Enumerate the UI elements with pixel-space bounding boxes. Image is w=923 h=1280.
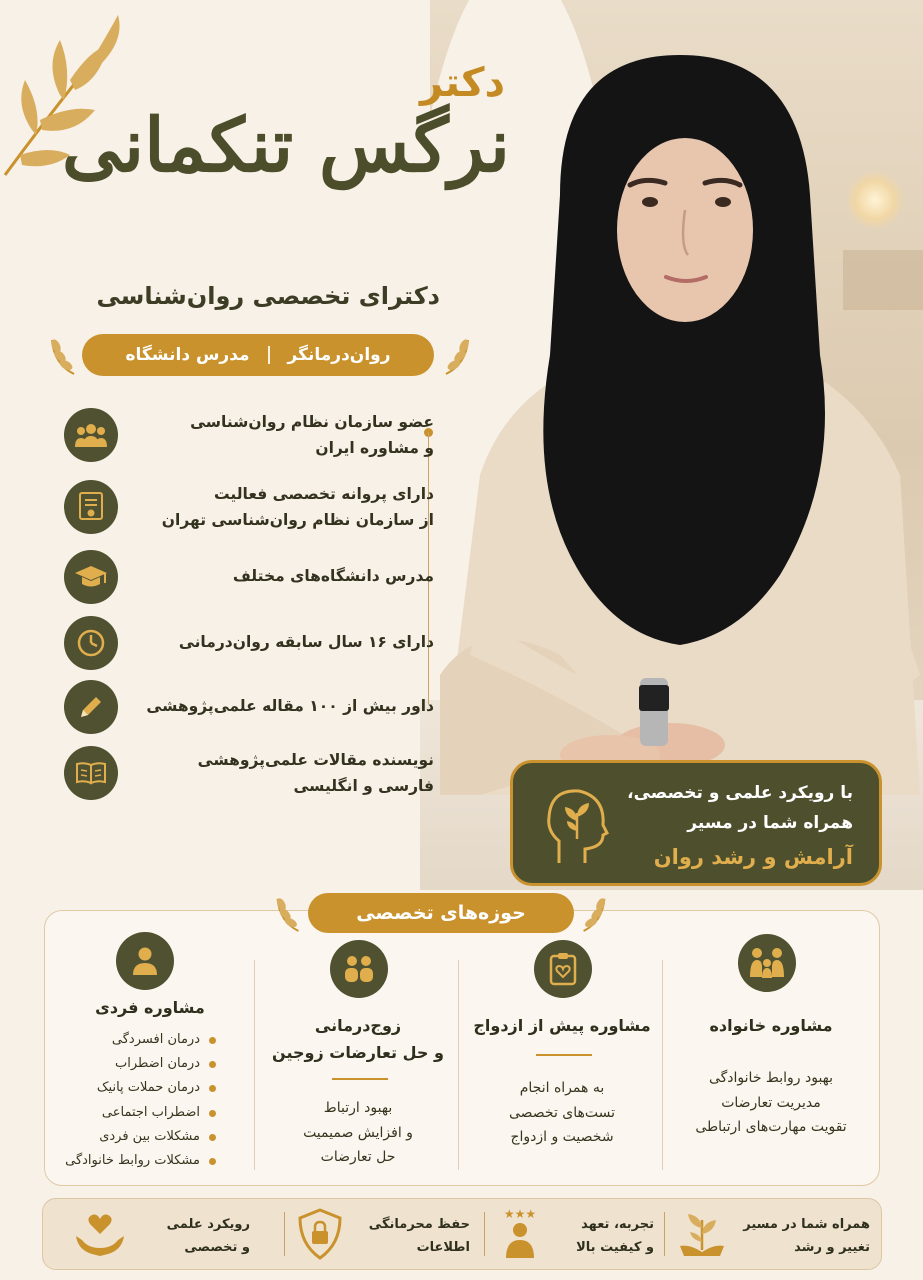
doctor-degree: دکترای تخصصی روان‌شناسی: [96, 282, 440, 310]
credential-line: دارای ۱۶ سال سابقه روان‌درمانی: [178, 633, 434, 651]
svg-text:★★★: ★★★: [503, 1207, 537, 1221]
specialty-body-line: حل تعارضات: [320, 1149, 396, 1165]
specialties-heading: حوزه‌های تخصصی: [308, 893, 574, 933]
credential-author: [64, 746, 444, 806]
footer-divider: [484, 1212, 485, 1256]
list-item: درمان حملات پانیک: [50, 1076, 216, 1100]
footer-item-privacy: [290, 1198, 480, 1270]
footer-line: حفظ محرمانگی: [368, 1217, 470, 1232]
clock-icon: [64, 616, 118, 670]
approach-line-2: همراه شما در مسیر: [687, 813, 853, 833]
footer-text: [354, 1214, 470, 1260]
column-divider: [254, 960, 255, 1170]
book-icon: [64, 746, 118, 800]
approach-line-3: آرامش و رشد روان: [653, 845, 853, 869]
footer-divider: [664, 1212, 665, 1256]
heart-hands-icon: [72, 1206, 128, 1262]
graduation-cap-icon: [64, 550, 118, 604]
footer-line: و کیفیت بالا: [576, 1239, 654, 1255]
footer-text: [136, 1214, 250, 1260]
couple-icon: [330, 940, 388, 998]
footer-line: و تخصصی: [184, 1239, 250, 1255]
specialty-underline: [332, 1078, 388, 1080]
footer-line: تجربه، تعهد: [581, 1217, 654, 1232]
certificate-icon: [64, 480, 118, 534]
specialty-body: [666, 1066, 876, 1140]
specialty-body-line: شخصیت و ازدواج: [510, 1129, 614, 1145]
person-icon: [116, 932, 174, 990]
specialty-underline: [536, 1054, 592, 1056]
footer-item-scientific: [70, 1198, 280, 1270]
clipboard-heart-icon: [534, 940, 592, 998]
title-prefix: دکتر: [420, 60, 505, 106]
credential-line: از سازمان نظام روان‌شناسی تهران: [161, 510, 434, 529]
specialty-body-line: مدیریت تعارضات: [721, 1094, 821, 1111]
credential-line: نویسنده مقالات علمی‌پژوهشی: [197, 751, 434, 769]
specialty-title: [258, 1012, 458, 1066]
specialty-title: مشاوره فردی: [95, 998, 205, 1017]
laurel-right-icon: [576, 893, 612, 933]
approach-line-1: با رویکرد علمی و تخصصی،: [627, 783, 853, 803]
credential-reviewer: [64, 680, 444, 740]
specialty-body-line: بهبود روابط خانوادگی: [708, 1070, 834, 1086]
credential-license: [64, 480, 444, 540]
plant-hands-icon: [674, 1206, 730, 1262]
specialty-body: [258, 1096, 458, 1170]
doctor-name: نرگس تنکمانی: [61, 103, 510, 189]
specialty-body-line: به همراه انجام: [519, 1080, 605, 1096]
specialty-title-line: و حل تعارضات زوجین: [272, 1043, 444, 1063]
column-divider: [662, 960, 663, 1170]
doctor-portrait: [440, 55, 920, 795]
footer-text: [546, 1214, 654, 1260]
footer-text: [730, 1214, 870, 1260]
list-item: درمان اضطراب: [50, 1052, 216, 1076]
footer-item-experience: [490, 1198, 660, 1270]
laurel-right-icon: [438, 334, 476, 376]
credential-line: و مشاوره ایران: [315, 438, 434, 457]
specialty-body-line: بهبود ارتباط: [323, 1100, 393, 1116]
laurel-left-icon: [44, 334, 82, 376]
footer-item-growth: [670, 1198, 876, 1270]
credential-line: داور بیش از ۱۰۰ مقاله علمی‌پژوهشی: [146, 697, 434, 715]
column-divider: [458, 960, 459, 1170]
family-icon: [738, 934, 796, 992]
role-separator: [268, 346, 270, 364]
credential-line: عضو سازمان نظام روان‌شناسی: [190, 413, 434, 431]
roles-pill: [82, 334, 434, 376]
shield-lock-icon: [292, 1206, 348, 1262]
footer-line: رویکرد علمی: [166, 1217, 250, 1232]
specialty-list: [50, 1028, 216, 1173]
footer-divider: [284, 1212, 285, 1256]
group-icon: [64, 408, 118, 462]
credential-experience: [64, 616, 444, 676]
specialty-title: مشاوره خانواده: [709, 1016, 833, 1035]
specialty-couples: [258, 932, 458, 1182]
credential-teaching: [64, 550, 444, 610]
list-item: مشکلات بین فردی: [50, 1125, 216, 1149]
role-lecturer: مدرس دانشگاه: [125, 345, 250, 365]
person-stars-icon: [492, 1206, 548, 1262]
pencil-icon: [64, 680, 118, 734]
laurel-left-icon: [270, 893, 306, 933]
list-item: درمان افسردگی: [50, 1028, 216, 1052]
credential-membership: [64, 408, 444, 468]
specialty-family: [666, 932, 876, 1182]
specialty-individual: [48, 932, 252, 1182]
specialty-title-line: زوج‌درمانی: [314, 1016, 402, 1035]
list-item: اضطراب اجتماعی: [50, 1101, 216, 1125]
approach-box: [510, 760, 882, 886]
specialty-body-line: و افزایش صمیمیت: [303, 1124, 413, 1141]
footer-line: تغییر و رشد: [794, 1239, 870, 1255]
specialty-title: مشاوره پیش از ازدواج: [473, 1016, 651, 1035]
credential-line: فارسی و انگلیسی: [293, 776, 434, 795]
list-item: مشکلات روابط خانوادگی: [50, 1149, 216, 1173]
specialty-premarital: [462, 932, 662, 1182]
credential-line: مدرس دانشگاه‌های مختلف: [232, 567, 434, 585]
role-therapist: روان‌درمانگر: [287, 345, 391, 365]
specialty-body-line: تقویت مهارت‌های ارتباطی: [695, 1119, 847, 1135]
specialty-body: [462, 1076, 662, 1150]
footer-line: اطلاعات: [416, 1239, 470, 1255]
credential-line: دارای پروانه تخصصی فعالیت: [213, 485, 434, 503]
specialty-body-line: تست‌های تخصصی: [508, 1104, 616, 1121]
footer-line: همراه شما در مسیر: [743, 1217, 870, 1232]
